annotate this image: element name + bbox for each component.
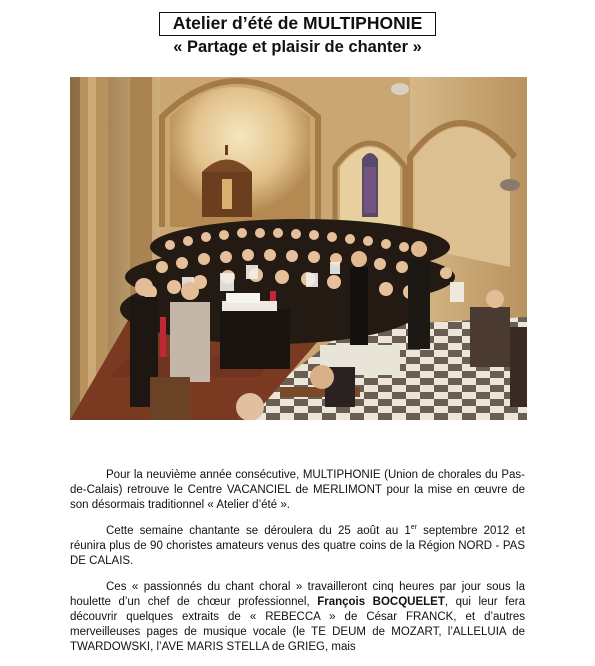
page-title: Atelier d’été de MULTIPHONIE — [159, 12, 436, 36]
paragraph-intro-text: Pour la neuvième année consécutive, MULTIPHONIE (Union de chorales du Pas-de-Calais) retrouve le Centre VACANCIEL de MERLIMONT pour la mise en œuvre de son désormais traditionnel « Atelier d’été ». — [70, 469, 525, 511]
paragraph-dates-text-a: Cette semaine chantante se déroulera du 25 août au 1 — [106, 525, 411, 537]
page-subtitle: « Partage et plaisir de chanter » — [173, 38, 422, 56]
paragraph-program — [70, 580, 525, 655]
paragraph-dates-text-b: septembre 2012 et réunira plus de 90 choristes amateurs venus des quatre coins de la Région NORD - PAS DE CALAIS. — [70, 525, 525, 567]
article-body — [70, 468, 525, 666]
paragraph-program-text-a: Ces « passionnés du chant choral » travailleront cinq heures par jour sous la houlette d’un chef de chœur professionnel, — [70, 581, 525, 608]
ordinal-superscript: er — [410, 524, 418, 532]
paragraph-program-text-b: , qui leur fera découvrir quelques extraits de « REBECCA » de César FRANCK, et d’autres merveilleuses pages de musique vocale (le TE DEUM de MOZART, l’ALLELUIA de TWARDOWSKI, l’AVE MARIS STELLA de GRIEG, mais — [70, 596, 525, 653]
photo-illustration — [70, 77, 527, 420]
paragraph-dates — [70, 524, 525, 569]
choir-in-church-photo — [70, 77, 527, 420]
paragraph-intro — [70, 468, 525, 513]
conductor-name: François BOCQUELET — [317, 596, 445, 608]
